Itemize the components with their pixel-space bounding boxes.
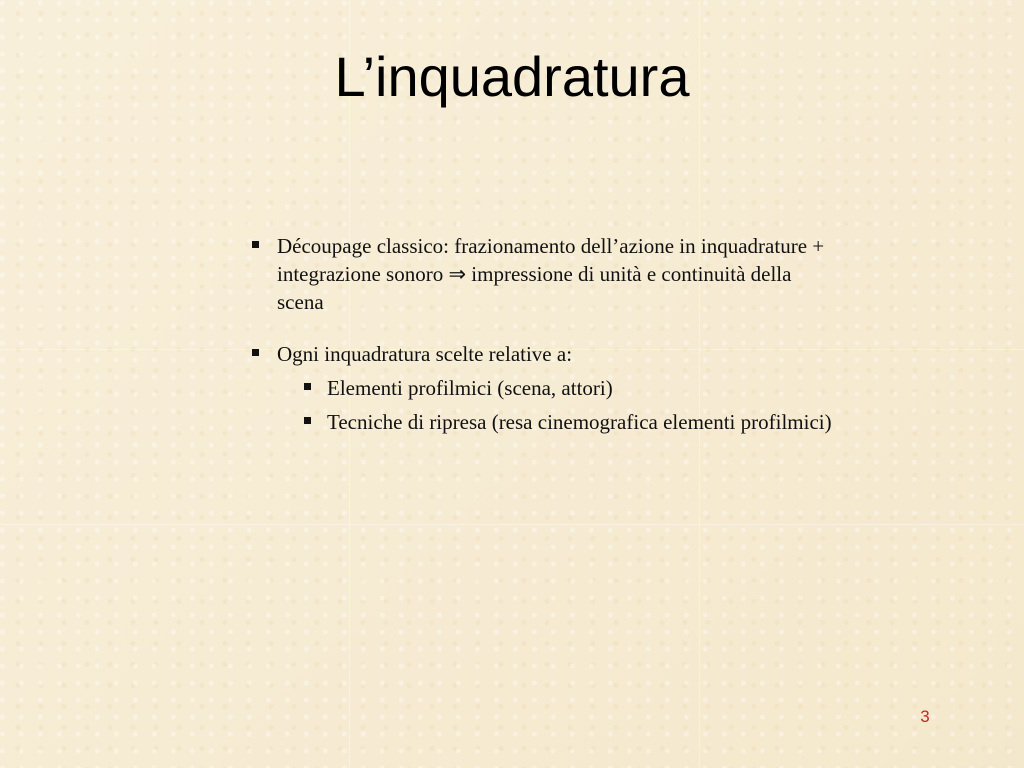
square-bullet-icon — [304, 417, 311, 424]
square-bullet-icon — [304, 383, 311, 390]
bullet-decoupage-text: Découpage classico: frazionamento dell’azione in inquadrature + integrazione sonoro ⇒ impressione di unità e continuità della scena — [277, 234, 825, 314]
slide-content — [249, 232, 839, 460]
square-bullet-icon — [252, 349, 259, 356]
square-bullet-icon — [252, 241, 259, 248]
bullet-inquadratura-text: Ogni inquadratura scelte relative a: — [277, 342, 573, 366]
bullet-inquadratura-subitems — [277, 374, 839, 436]
page-number: 3 — [920, 707, 930, 726]
subitem-tecniche — [301, 408, 839, 436]
subitem-elementi-text: Elementi profilmici (scena, attori) — [327, 376, 613, 400]
bullet-decoupage — [249, 232, 839, 316]
subitem-elementi — [301, 374, 839, 402]
bullet-inquadratura — [249, 340, 839, 436]
background-tile-divider-horizontal-bottom — [0, 524, 1024, 525]
slide-title: L’inquadratura — [334, 45, 690, 108]
subitem-tecniche-text: Tecniche di ripresa (resa cinemografica elementi profilmici) — [327, 410, 832, 434]
